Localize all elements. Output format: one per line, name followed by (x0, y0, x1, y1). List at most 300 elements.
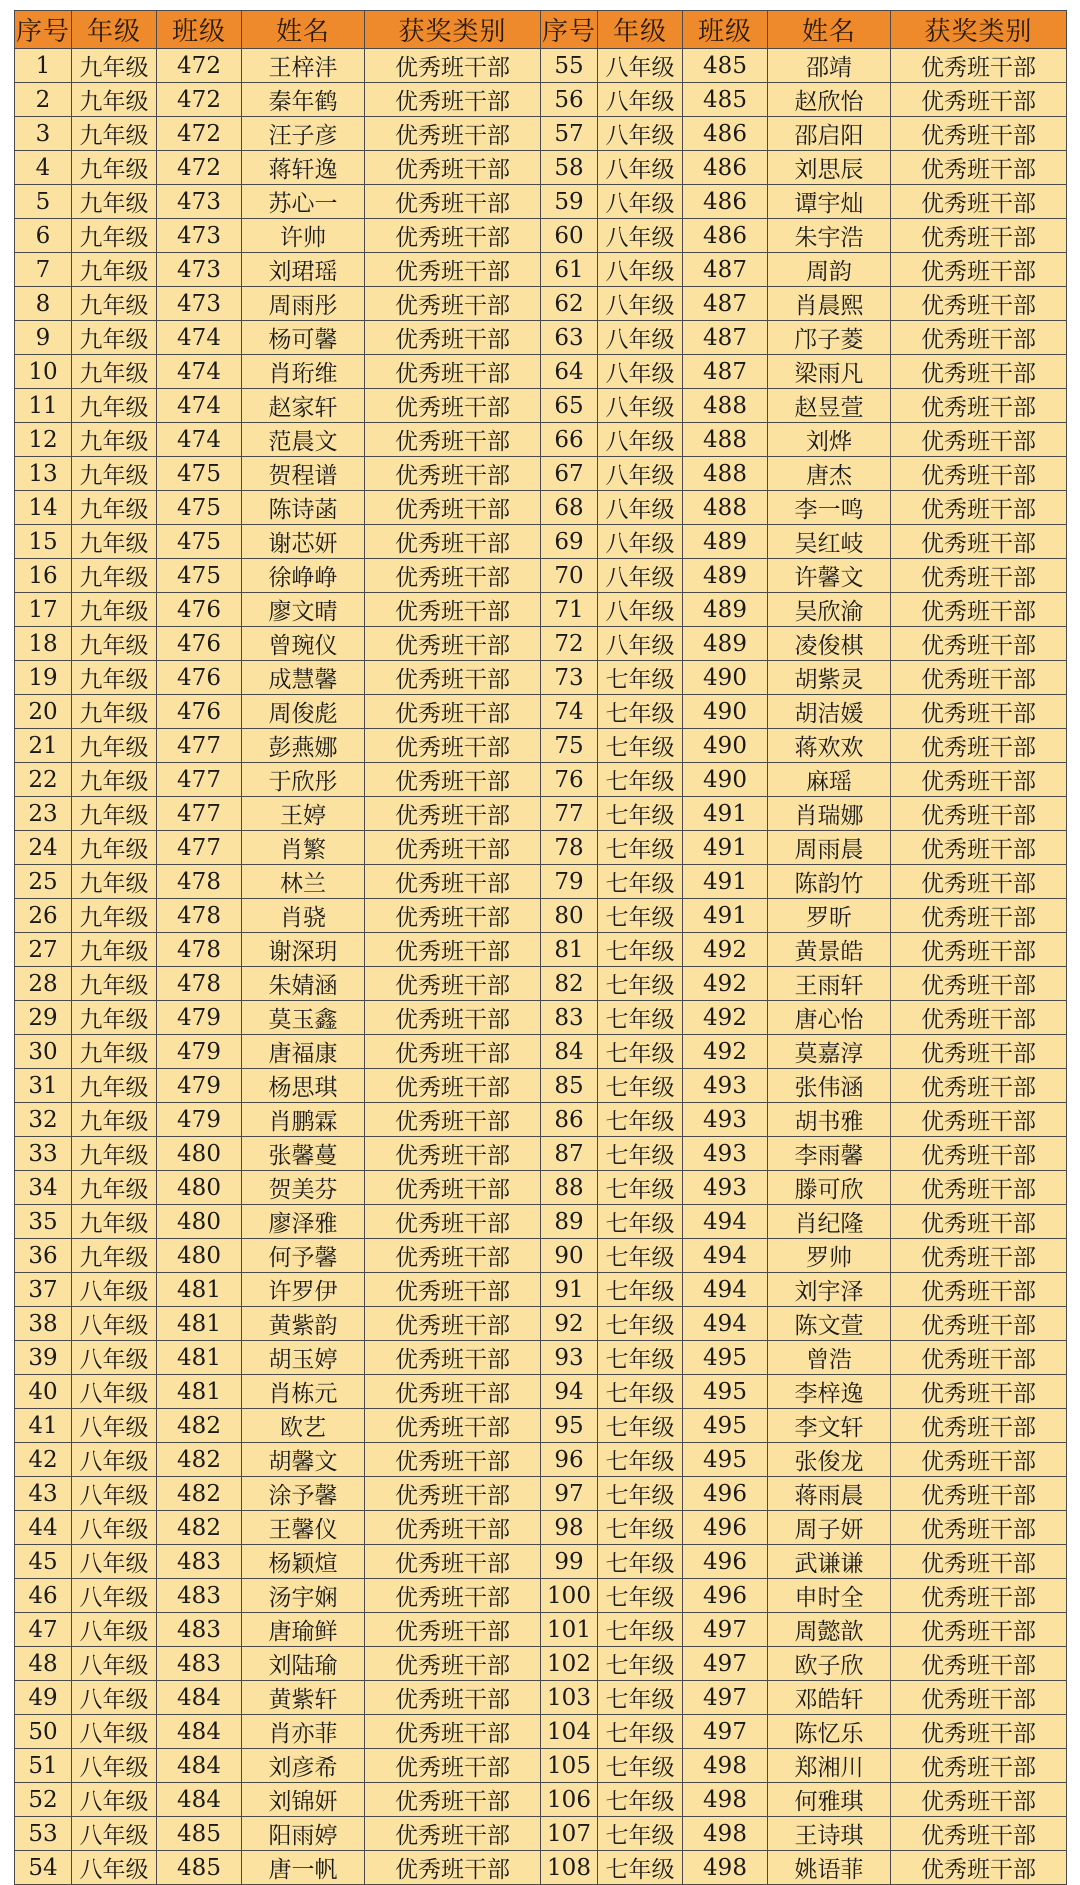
cell-grade-right: 八年级 (598, 321, 683, 355)
cell-name-right: 谭宇灿 (768, 185, 891, 219)
cell-name-left: 汪子彦 (242, 117, 365, 151)
cell-grade-right: 七年级 (598, 1647, 683, 1681)
cell-award-left: 优秀班干部 (365, 1239, 541, 1273)
cell-grade-right: 七年级 (598, 1715, 683, 1749)
table-body (15, 49, 1067, 1885)
cell-class-left: 477 (157, 763, 242, 797)
cell-index-left: 36 (15, 1239, 72, 1273)
cell-grade-right: 七年级 (598, 899, 683, 933)
cell-index-right: 104 (541, 1715, 598, 1749)
cell-class-left: 475 (157, 457, 242, 491)
cell-grade-left: 九年级 (72, 253, 157, 287)
cell-index-left: 47 (15, 1613, 72, 1647)
cell-name-left: 于欣彤 (242, 763, 365, 797)
cell-grade-right: 八年级 (598, 355, 683, 389)
header-index-right: 序号 (541, 11, 598, 49)
cell-index-right: 86 (541, 1103, 598, 1137)
cell-index-right: 74 (541, 695, 598, 729)
cell-award-right: 优秀班干部 (891, 1851, 1067, 1885)
cell-award-right: 优秀班干部 (891, 1477, 1067, 1511)
cell-class-left: 481 (157, 1307, 242, 1341)
cell-class-right: 485 (683, 49, 768, 83)
cell-grade-left: 八年级 (72, 1851, 157, 1885)
cell-class-left: 483 (157, 1579, 242, 1613)
cell-name-left: 苏心一 (242, 185, 365, 219)
cell-grade-left: 九年级 (72, 491, 157, 525)
cell-award-left: 优秀班干部 (365, 83, 541, 117)
cell-index-right: 103 (541, 1681, 598, 1715)
cell-grade-left: 九年级 (72, 865, 157, 899)
cell-index-left: 51 (15, 1749, 72, 1783)
cell-name-left: 谢芯妍 (242, 525, 365, 559)
cell-grade-left: 八年级 (72, 1409, 157, 1443)
cell-name-left: 蒋轩逸 (242, 151, 365, 185)
cell-grade-left: 九年级 (72, 1239, 157, 1273)
cell-class-right: 494 (683, 1239, 768, 1273)
cell-award-left: 优秀班干部 (365, 491, 541, 525)
cell-index-left: 17 (15, 593, 72, 627)
cell-grade-right: 七年级 (598, 1205, 683, 1239)
cell-name-left: 赵家轩 (242, 389, 365, 423)
table-row (15, 185, 1067, 219)
cell-award-left: 优秀班干部 (365, 525, 541, 559)
cell-grade-right: 八年级 (598, 593, 683, 627)
table-row (15, 423, 1067, 457)
cell-index-right: 80 (541, 899, 598, 933)
cell-award-left: 优秀班干部 (365, 1103, 541, 1137)
cell-name-left: 周俊彪 (242, 695, 365, 729)
cell-index-left: 38 (15, 1307, 72, 1341)
cell-name-left: 阳雨婷 (242, 1817, 365, 1851)
cell-name-left: 贺美芬 (242, 1171, 365, 1205)
header-grade-right: 年级 (598, 11, 683, 49)
cell-award-left: 优秀班干部 (365, 661, 541, 695)
cell-class-right: 489 (683, 559, 768, 593)
cell-grade-left: 九年级 (72, 1137, 157, 1171)
cell-name-left: 王馨仪 (242, 1511, 365, 1545)
cell-name-right: 赵欣怡 (768, 83, 891, 117)
cell-award-right: 优秀班干部 (891, 1273, 1067, 1307)
table-row (15, 1103, 1067, 1137)
cell-index-left: 22 (15, 763, 72, 797)
cell-grade-right: 七年级 (598, 1681, 683, 1715)
cell-class-right: 498 (683, 1749, 768, 1783)
cell-grade-left: 九年级 (72, 219, 157, 253)
cell-index-right: 89 (541, 1205, 598, 1239)
cell-index-right: 66 (541, 423, 598, 457)
cell-name-right: 李梓逸 (768, 1375, 891, 1409)
cell-class-right: 496 (683, 1511, 768, 1545)
cell-class-left: 482 (157, 1443, 242, 1477)
header-award-right: 获奖类别 (891, 11, 1067, 49)
cell-award-left: 优秀班干部 (365, 1035, 541, 1069)
cell-grade-right: 八年级 (598, 525, 683, 559)
cell-class-left: 482 (157, 1477, 242, 1511)
table-row (15, 1239, 1067, 1273)
cell-award-left: 优秀班干部 (365, 151, 541, 185)
cell-award-left: 优秀班干部 (365, 253, 541, 287)
cell-grade-right: 八年级 (598, 559, 683, 593)
cell-grade-left: 九年级 (72, 83, 157, 117)
cell-index-right: 72 (541, 627, 598, 661)
cell-award-right: 优秀班干部 (891, 865, 1067, 899)
cell-award-left: 优秀班干部 (365, 1001, 541, 1035)
cell-class-right: 496 (683, 1477, 768, 1511)
table-row (15, 1545, 1067, 1579)
cell-name-left: 成慧馨 (242, 661, 365, 695)
cell-index-left: 12 (15, 423, 72, 457)
table-row (15, 559, 1067, 593)
cell-name-left: 范晨文 (242, 423, 365, 457)
cell-name-left: 陈诗菡 (242, 491, 365, 525)
cell-grade-left: 八年级 (72, 1511, 157, 1545)
cell-name-right: 罗昕 (768, 899, 891, 933)
cell-award-right: 优秀班干部 (891, 1613, 1067, 1647)
table-row (15, 1511, 1067, 1545)
cell-award-right: 优秀班干部 (891, 287, 1067, 321)
cell-award-right: 优秀班干部 (891, 1103, 1067, 1137)
cell-award-right: 优秀班干部 (891, 117, 1067, 151)
cell-name-right: 邝子菱 (768, 321, 891, 355)
table-row (15, 1817, 1067, 1851)
cell-index-right: 73 (541, 661, 598, 695)
cell-index-left: 52 (15, 1783, 72, 1817)
cell-grade-left: 九年级 (72, 423, 157, 457)
cell-class-left: 473 (157, 253, 242, 287)
cell-grade-right: 七年级 (598, 763, 683, 797)
cell-index-left: 21 (15, 729, 72, 763)
header-class-right: 班级 (683, 11, 768, 49)
cell-grade-right: 七年级 (598, 933, 683, 967)
cell-class-right: 490 (683, 763, 768, 797)
cell-award-right: 优秀班干部 (891, 559, 1067, 593)
cell-grade-left: 九年级 (72, 831, 157, 865)
cell-name-right: 吴欣渝 (768, 593, 891, 627)
cell-index-left: 13 (15, 457, 72, 491)
cell-award-left: 优秀班干部 (365, 1613, 541, 1647)
cell-award-left: 优秀班干部 (365, 1341, 541, 1375)
cell-award-right: 优秀班干部 (891, 1001, 1067, 1035)
cell-name-right: 郑湘川 (768, 1749, 891, 1783)
cell-index-left: 53 (15, 1817, 72, 1851)
cell-class-right: 497 (683, 1647, 768, 1681)
cell-award-left: 优秀班干部 (365, 1273, 541, 1307)
cell-grade-left: 八年级 (72, 1545, 157, 1579)
cell-class-left: 476 (157, 593, 242, 627)
cell-class-left: 475 (157, 559, 242, 593)
cell-award-right: 优秀班干部 (891, 185, 1067, 219)
table-row (15, 1443, 1067, 1477)
table-row (15, 491, 1067, 525)
cell-name-right: 唐杰 (768, 457, 891, 491)
table-row (15, 83, 1067, 117)
cell-class-right: 493 (683, 1103, 768, 1137)
cell-class-left: 474 (157, 321, 242, 355)
cell-grade-right: 七年级 (598, 1851, 683, 1885)
cell-award-right: 优秀班干部 (891, 1409, 1067, 1443)
cell-name-right: 胡洁媛 (768, 695, 891, 729)
cell-index-left: 7 (15, 253, 72, 287)
cell-award-left: 优秀班干部 (365, 763, 541, 797)
cell-grade-right: 八年级 (598, 49, 683, 83)
table-row (15, 321, 1067, 355)
cell-index-right: 97 (541, 1477, 598, 1511)
cell-grade-right: 七年级 (598, 1171, 683, 1205)
cell-grade-right: 七年级 (598, 831, 683, 865)
cell-name-right: 刘宇泽 (768, 1273, 891, 1307)
cell-index-left: 24 (15, 831, 72, 865)
cell-award-left: 优秀班干部 (365, 1647, 541, 1681)
cell-index-left: 32 (15, 1103, 72, 1137)
cell-class-right: 487 (683, 287, 768, 321)
table-row (15, 389, 1067, 423)
cell-class-right: 494 (683, 1307, 768, 1341)
cell-name-right: 吴红岐 (768, 525, 891, 559)
cell-name-right: 李文轩 (768, 1409, 891, 1443)
cell-grade-left: 八年级 (72, 1715, 157, 1749)
cell-index-right: 62 (541, 287, 598, 321)
cell-award-left: 优秀班干部 (365, 1511, 541, 1545)
table-row (15, 1137, 1067, 1171)
cell-name-left: 徐峥峥 (242, 559, 365, 593)
cell-name-right: 凌俊棋 (768, 627, 891, 661)
cell-grade-left: 八年级 (72, 1817, 157, 1851)
table-row (15, 151, 1067, 185)
cell-award-left: 优秀班干部 (365, 1443, 541, 1477)
table-row (15, 219, 1067, 253)
cell-name-right: 邵启阳 (768, 117, 891, 151)
cell-award-left: 优秀班干部 (365, 1205, 541, 1239)
cell-award-right: 优秀班干部 (891, 1545, 1067, 1579)
cell-class-right: 496 (683, 1579, 768, 1613)
cell-class-right: 492 (683, 967, 768, 1001)
table-row (15, 1171, 1067, 1205)
table-row (15, 1783, 1067, 1817)
cell-index-right: 64 (541, 355, 598, 389)
cell-index-left: 31 (15, 1069, 72, 1103)
cell-grade-left: 九年级 (72, 899, 157, 933)
cell-class-right: 495 (683, 1341, 768, 1375)
cell-index-right: 105 (541, 1749, 598, 1783)
cell-grade-right: 七年级 (598, 1001, 683, 1035)
cell-name-right: 肖纪隆 (768, 1205, 891, 1239)
cell-index-left: 33 (15, 1137, 72, 1171)
cell-award-left: 优秀班干部 (365, 355, 541, 389)
cell-award-right: 优秀班干部 (891, 1171, 1067, 1205)
cell-class-left: 476 (157, 695, 242, 729)
cell-award-left: 优秀班干部 (365, 1069, 541, 1103)
cell-class-left: 472 (157, 151, 242, 185)
cell-grade-right: 八年级 (598, 423, 683, 457)
cell-class-right: 497 (683, 1681, 768, 1715)
cell-index-right: 107 (541, 1817, 598, 1851)
table-row (15, 865, 1067, 899)
cell-grade-left: 八年级 (72, 1579, 157, 1613)
cell-class-right: 491 (683, 865, 768, 899)
cell-grade-right: 七年级 (598, 729, 683, 763)
cell-grade-right: 七年级 (598, 797, 683, 831)
cell-class-right: 492 (683, 1035, 768, 1069)
cell-index-right: 81 (541, 933, 598, 967)
cell-class-right: 492 (683, 933, 768, 967)
cell-class-left: 480 (157, 1239, 242, 1273)
cell-class-left: 473 (157, 185, 242, 219)
cell-name-left: 肖珩维 (242, 355, 365, 389)
cell-index-left: 18 (15, 627, 72, 661)
cell-award-left: 优秀班干部 (365, 185, 541, 219)
cell-index-right: 67 (541, 457, 598, 491)
cell-award-left: 优秀班干部 (365, 457, 541, 491)
cell-grade-right: 八年级 (598, 151, 683, 185)
cell-class-left: 474 (157, 389, 242, 423)
cell-name-right: 何雅琪 (768, 1783, 891, 1817)
cell-grade-right: 八年级 (598, 185, 683, 219)
cell-index-left: 19 (15, 661, 72, 695)
cell-award-left: 优秀班干部 (365, 1817, 541, 1851)
cell-name-right: 蒋雨晨 (768, 1477, 891, 1511)
cell-award-left: 优秀班干部 (365, 899, 541, 933)
cell-grade-right: 八年级 (598, 219, 683, 253)
cell-award-right: 优秀班干部 (891, 831, 1067, 865)
cell-class-right: 490 (683, 695, 768, 729)
cell-name-left: 王梓沣 (242, 49, 365, 83)
cell-index-right: 56 (541, 83, 598, 117)
table-row (15, 1341, 1067, 1375)
table-row (15, 729, 1067, 763)
cell-grade-left: 八年级 (72, 1375, 157, 1409)
cell-grade-left: 九年级 (72, 627, 157, 661)
cell-index-right: 92 (541, 1307, 598, 1341)
cell-index-right: 96 (541, 1443, 598, 1477)
cell-grade-left: 九年级 (72, 457, 157, 491)
table-row (15, 1715, 1067, 1749)
cell-name-left: 刘珺瑶 (242, 253, 365, 287)
cell-award-left: 优秀班干部 (365, 49, 541, 83)
cell-grade-right: 七年级 (598, 695, 683, 729)
cell-name-right: 王雨轩 (768, 967, 891, 1001)
cell-grade-right: 八年级 (598, 287, 683, 321)
cell-class-left: 483 (157, 1545, 242, 1579)
cell-name-left: 何予馨 (242, 1239, 365, 1273)
cell-grade-right: 八年级 (598, 389, 683, 423)
cell-class-left: 477 (157, 831, 242, 865)
cell-name-right: 刘烨 (768, 423, 891, 457)
cell-index-left: 25 (15, 865, 72, 899)
cell-award-right: 优秀班干部 (891, 151, 1067, 185)
cell-award-right: 优秀班干部 (891, 797, 1067, 831)
cell-name-left: 杨颖煊 (242, 1545, 365, 1579)
cell-name-right: 姚语菲 (768, 1851, 891, 1885)
cell-index-left: 10 (15, 355, 72, 389)
cell-class-right: 485 (683, 83, 768, 117)
cell-name-left: 秦年鹤 (242, 83, 365, 117)
cell-award-left: 优秀班干部 (365, 117, 541, 151)
cell-name-right: 刘思辰 (768, 151, 891, 185)
cell-class-left: 485 (157, 1817, 242, 1851)
cell-grade-left: 九年级 (72, 933, 157, 967)
cell-class-right: 488 (683, 457, 768, 491)
cell-award-right: 优秀班干部 (891, 253, 1067, 287)
cell-award-right: 优秀班干部 (891, 729, 1067, 763)
cell-class-right: 489 (683, 627, 768, 661)
cell-index-right: 71 (541, 593, 598, 627)
cell-index-left: 34 (15, 1171, 72, 1205)
award-table (14, 10, 1067, 1885)
cell-name-right: 欧子欣 (768, 1647, 891, 1681)
cell-class-right: 489 (683, 525, 768, 559)
cell-name-left: 黄紫韵 (242, 1307, 365, 1341)
cell-index-right: 79 (541, 865, 598, 899)
cell-grade-right: 七年级 (598, 1375, 683, 1409)
cell-index-left: 46 (15, 1579, 72, 1613)
cell-class-right: 486 (683, 117, 768, 151)
cell-grade-left: 九年级 (72, 729, 157, 763)
cell-grade-left: 九年级 (72, 185, 157, 219)
cell-award-right: 优秀班干部 (891, 967, 1067, 1001)
cell-class-left: 484 (157, 1681, 242, 1715)
cell-grade-right: 七年级 (598, 865, 683, 899)
cell-class-left: 482 (157, 1511, 242, 1545)
cell-index-right: 101 (541, 1613, 598, 1647)
cell-class-right: 496 (683, 1545, 768, 1579)
cell-name-left: 唐瑜鲜 (242, 1613, 365, 1647)
cell-award-left: 优秀班干部 (365, 1171, 541, 1205)
cell-name-right: 陈忆乐 (768, 1715, 891, 1749)
cell-award-right: 优秀班干部 (891, 1069, 1067, 1103)
cell-class-right: 497 (683, 1613, 768, 1647)
table-row (15, 1579, 1067, 1613)
table-row (15, 1375, 1067, 1409)
cell-index-left: 45 (15, 1545, 72, 1579)
cell-award-left: 优秀班干部 (365, 967, 541, 1001)
table-row (15, 525, 1067, 559)
cell-grade-left: 八年级 (72, 1477, 157, 1511)
cell-award-left: 优秀班干部 (365, 559, 541, 593)
cell-index-left: 44 (15, 1511, 72, 1545)
cell-grade-right: 八年级 (598, 253, 683, 287)
cell-index-left: 37 (15, 1273, 72, 1307)
cell-class-right: 498 (683, 1817, 768, 1851)
cell-name-left: 朱婧涵 (242, 967, 365, 1001)
cell-grade-left: 九年级 (72, 389, 157, 423)
cell-class-left: 480 (157, 1205, 242, 1239)
header-award-left: 获奖类别 (365, 11, 541, 49)
cell-index-right: 55 (541, 49, 598, 83)
cell-name-right: 周懿歆 (768, 1613, 891, 1647)
cell-award-right: 优秀班干部 (891, 899, 1067, 933)
cell-award-right: 优秀班干部 (891, 389, 1067, 423)
cell-award-right: 优秀班干部 (891, 49, 1067, 83)
cell-grade-right: 七年级 (598, 1817, 683, 1851)
cell-name-right: 黄景皓 (768, 933, 891, 967)
cell-index-right: 57 (541, 117, 598, 151)
cell-grade-left: 八年级 (72, 1681, 157, 1715)
cell-grade-right: 七年级 (598, 1613, 683, 1647)
cell-class-left: 477 (157, 729, 242, 763)
cell-grade-right: 七年级 (598, 967, 683, 1001)
cell-grade-left: 九年级 (72, 1069, 157, 1103)
cell-name-right: 周雨晨 (768, 831, 891, 865)
cell-index-right: 77 (541, 797, 598, 831)
table-row (15, 1205, 1067, 1239)
cell-index-left: 15 (15, 525, 72, 559)
table-row (15, 1307, 1067, 1341)
cell-class-left: 484 (157, 1749, 242, 1783)
cell-grade-right: 八年级 (598, 627, 683, 661)
cell-award-right: 优秀班干部 (891, 355, 1067, 389)
cell-class-left: 476 (157, 661, 242, 695)
cell-award-left: 优秀班干部 (365, 1851, 541, 1885)
